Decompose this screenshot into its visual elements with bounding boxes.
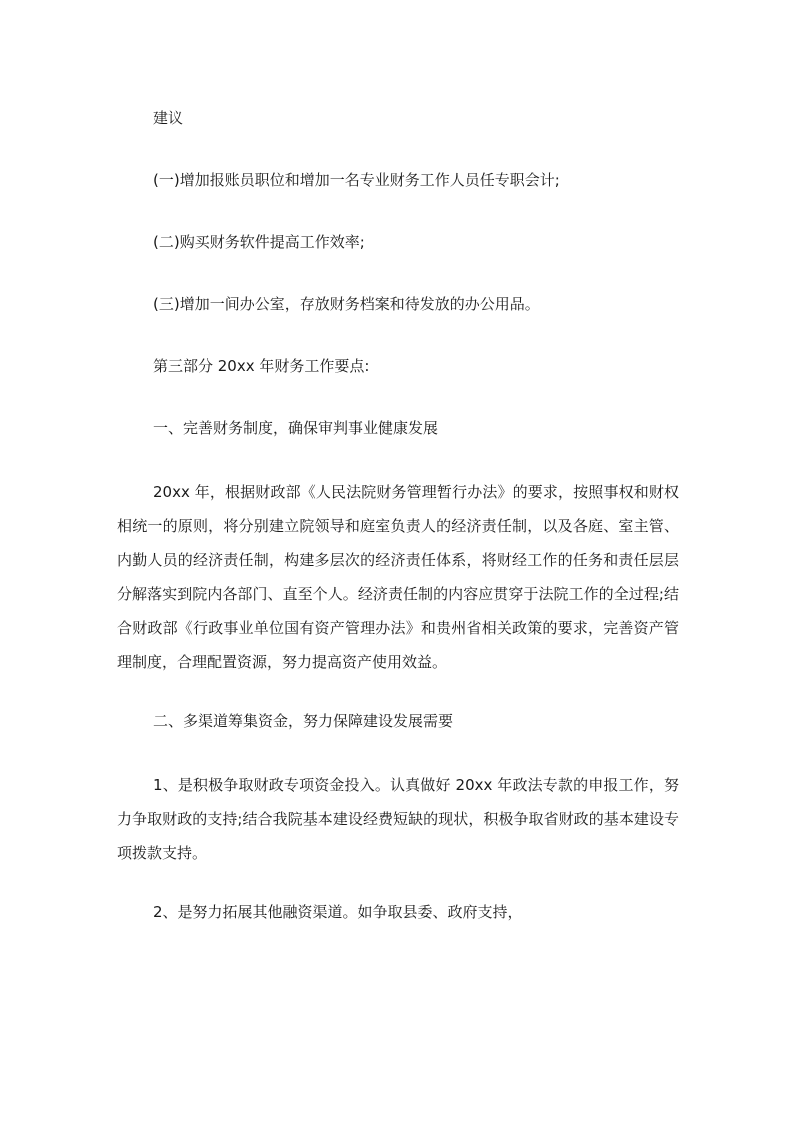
section-two-heading: 二、多渠道筹集资金，努力保障建设发展需要 <box>153 712 454 730</box>
section-one-body: 20xx 年，根据财政部《人民法院财务管理暂行办法》的要求，按照事权和财权相统一的原则，将分别建立院领导和庭室负责人的经济责任制，以及各庭、室主管、内勤人员的经济责任制，构建多层次的经济责任体系，将财经工作的任务和责任层层分解落实到院内各部门、直至个人。经济责任制的内容应贯穿于法院工作的全过程;结合财政部《行政事业单位国有资产管理办法》和贵州省相关政策的要求，完善资产管理制度，合理配置资源，努力提高资产使用效益。 <box>117 483 679 671</box>
section-two-item-2: 2、是努力拓展其他融资渠道。如争取县委、政府支持， <box>153 903 523 921</box>
section-two-item-1: 1、是积极争取财政专项资金投入。认真做好 20xx 年政法专款的申报工作，努力争取财政的支持;结合我院基本建设经费短缺的现状，积极争取省财政的基本建设专项拨款支持。 <box>117 776 679 862</box>
suggestion-item-2: (二)购买财务软件提高工作效率; <box>153 233 365 251</box>
suggestion-item-1: (一)增加报账员职位和增加一名专业财务工作人员任专职会计; <box>153 171 560 189</box>
document-body <box>117 103 679 959</box>
suggestion-item-3: (三)增加一间办公室，存放财务档案和待发放的办公用品。 <box>153 295 540 313</box>
section-heading-suggestions: 建议 <box>153 109 184 127</box>
part-three-heading: 第三部分 20xx 年财务工作要点: <box>153 357 370 375</box>
section-one-heading: 一、完善财务制度，确保审判事业健康发展 <box>153 419 439 437</box>
